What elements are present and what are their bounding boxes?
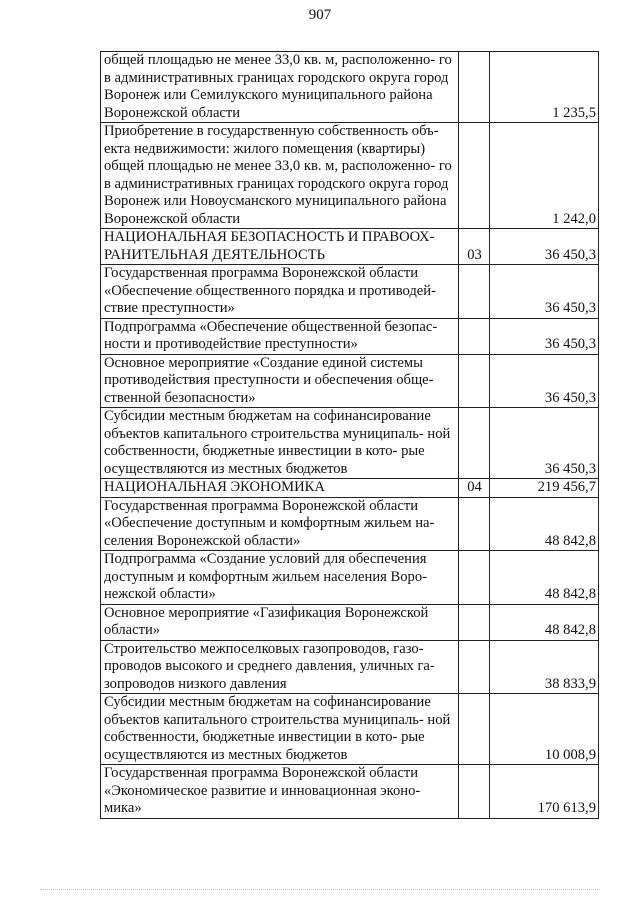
row-name-cell: Субсидии местным бюджетам на софинансирование объектов капитального строительства муниципаль- ной собственности, бюджетные инвестиции в кото- рые осуществляются из местных бюджетов xyxy=(101,694,459,765)
budget-table-body xyxy=(101,52,599,819)
row-name-cell: Строительство межпоселковых газопроводов, газо- проводов высокого и среднего давления, уличных га- зопроводов низкого давления xyxy=(101,640,459,694)
row-code-cell xyxy=(459,551,490,605)
row-name-cell: Государственная программа Воронежской области «Обеспечение доступным и комфортным жильем на- селения Воронежской области» xyxy=(101,497,459,551)
table-row xyxy=(101,123,599,229)
table-row xyxy=(101,265,599,319)
row-name-cell: Государственная программа Воронежской области «Обеспечение общественного порядка и противодей- ствие преступности» xyxy=(101,265,459,319)
row-code-cell xyxy=(459,694,490,765)
row-name-cell: Приобретение в государственную собственность объ- екта недвижимости: жилого помещения (квартиры) общей площадью не менее 33,0 кв. м, расположенно- го в административных границах городского округа город Воронеж или Новоусманского муниципального района Воронежской области xyxy=(101,123,459,229)
page-bottom-rule xyxy=(40,889,600,890)
row-sum-cell: 36 450,3 xyxy=(490,318,599,354)
table-row xyxy=(101,229,599,265)
row-code-cell: 04 xyxy=(459,479,490,498)
row-code-cell xyxy=(459,765,490,819)
row-name-cell: Субсидии местным бюджетам на софинансирование объектов капитального строительства муниципаль- ной собственности, бюджетные инвестиции в кото- рые осуществляются из местных бюджетов xyxy=(101,408,459,479)
row-sum-cell: 36 450,3 xyxy=(490,408,599,479)
row-name-cell: Основное мероприятие «Создание единой системы противодействия преступности и обеспечения обще- ственной безопасности» xyxy=(101,354,459,408)
row-code-cell xyxy=(459,408,490,479)
row-sum-cell: 219 456,7 xyxy=(490,479,599,498)
row-name-cell: Подпрограмма «Создание условий для обеспечения доступным и комфортным жильем населения Воро- нежской области» xyxy=(101,551,459,605)
table-row xyxy=(101,408,599,479)
row-sum-cell: 36 450,3 xyxy=(490,265,599,319)
row-name-cell: Государственная программа Воронежской области «Экономическое развитие и инновационная эконо- мика» xyxy=(101,765,459,819)
row-name-cell: НАЦИОНАЛЬНАЯ БЕЗОПАСНОСТЬ И ПРАВООХ- РАНИТЕЛЬНАЯ ДЕЯТЕЛЬНОСТЬ xyxy=(101,229,459,265)
row-sum-cell: 10 008,9 xyxy=(490,694,599,765)
row-name-cell: НАЦИОНАЛЬНАЯ ЭКОНОМИКА xyxy=(101,479,459,498)
row-code-cell xyxy=(459,318,490,354)
row-sum-cell: 48 842,8 xyxy=(490,604,599,640)
row-sum-cell: 36 450,3 xyxy=(490,229,599,265)
table-row xyxy=(101,604,599,640)
row-sum-cell: 48 842,8 xyxy=(490,551,599,605)
row-sum-cell: 36 450,3 xyxy=(490,354,599,408)
row-code-cell xyxy=(459,640,490,694)
table-row xyxy=(101,318,599,354)
row-code-cell xyxy=(459,604,490,640)
row-name-cell: общей площадью не менее 33,0 кв. м, расположенно- го в административных границах городского округа город Воронеж или Семилукского муниципального района Воронежской области xyxy=(101,52,459,123)
row-sum-cell: 38 833,9 xyxy=(490,640,599,694)
row-sum-cell: 170 613,9 xyxy=(490,765,599,819)
row-sum-cell: 48 842,8 xyxy=(490,497,599,551)
row-sum-cell: 1 242,0 xyxy=(490,123,599,229)
table-row xyxy=(101,640,599,694)
row-name-cell: Подпрограмма «Обеспечение общественной безопас- ности и противодействие преступности» xyxy=(101,318,459,354)
row-sum-cell: 1 235,5 xyxy=(490,52,599,123)
page-number: 907 xyxy=(308,7,332,23)
table-row xyxy=(101,497,599,551)
budget-table xyxy=(100,51,599,819)
table-row xyxy=(101,479,599,498)
row-name-cell: Основное мероприятие «Газификация Воронежской области» xyxy=(101,604,459,640)
row-code-cell: 03 xyxy=(459,229,490,265)
table-row xyxy=(101,52,599,123)
row-code-cell xyxy=(459,354,490,408)
row-code-cell xyxy=(459,123,490,229)
table-row xyxy=(101,765,599,819)
table-row xyxy=(101,551,599,605)
table-row xyxy=(101,694,599,765)
row-code-cell xyxy=(459,52,490,123)
table-row xyxy=(101,354,599,408)
row-code-cell xyxy=(459,497,490,551)
row-code-cell xyxy=(459,265,490,319)
